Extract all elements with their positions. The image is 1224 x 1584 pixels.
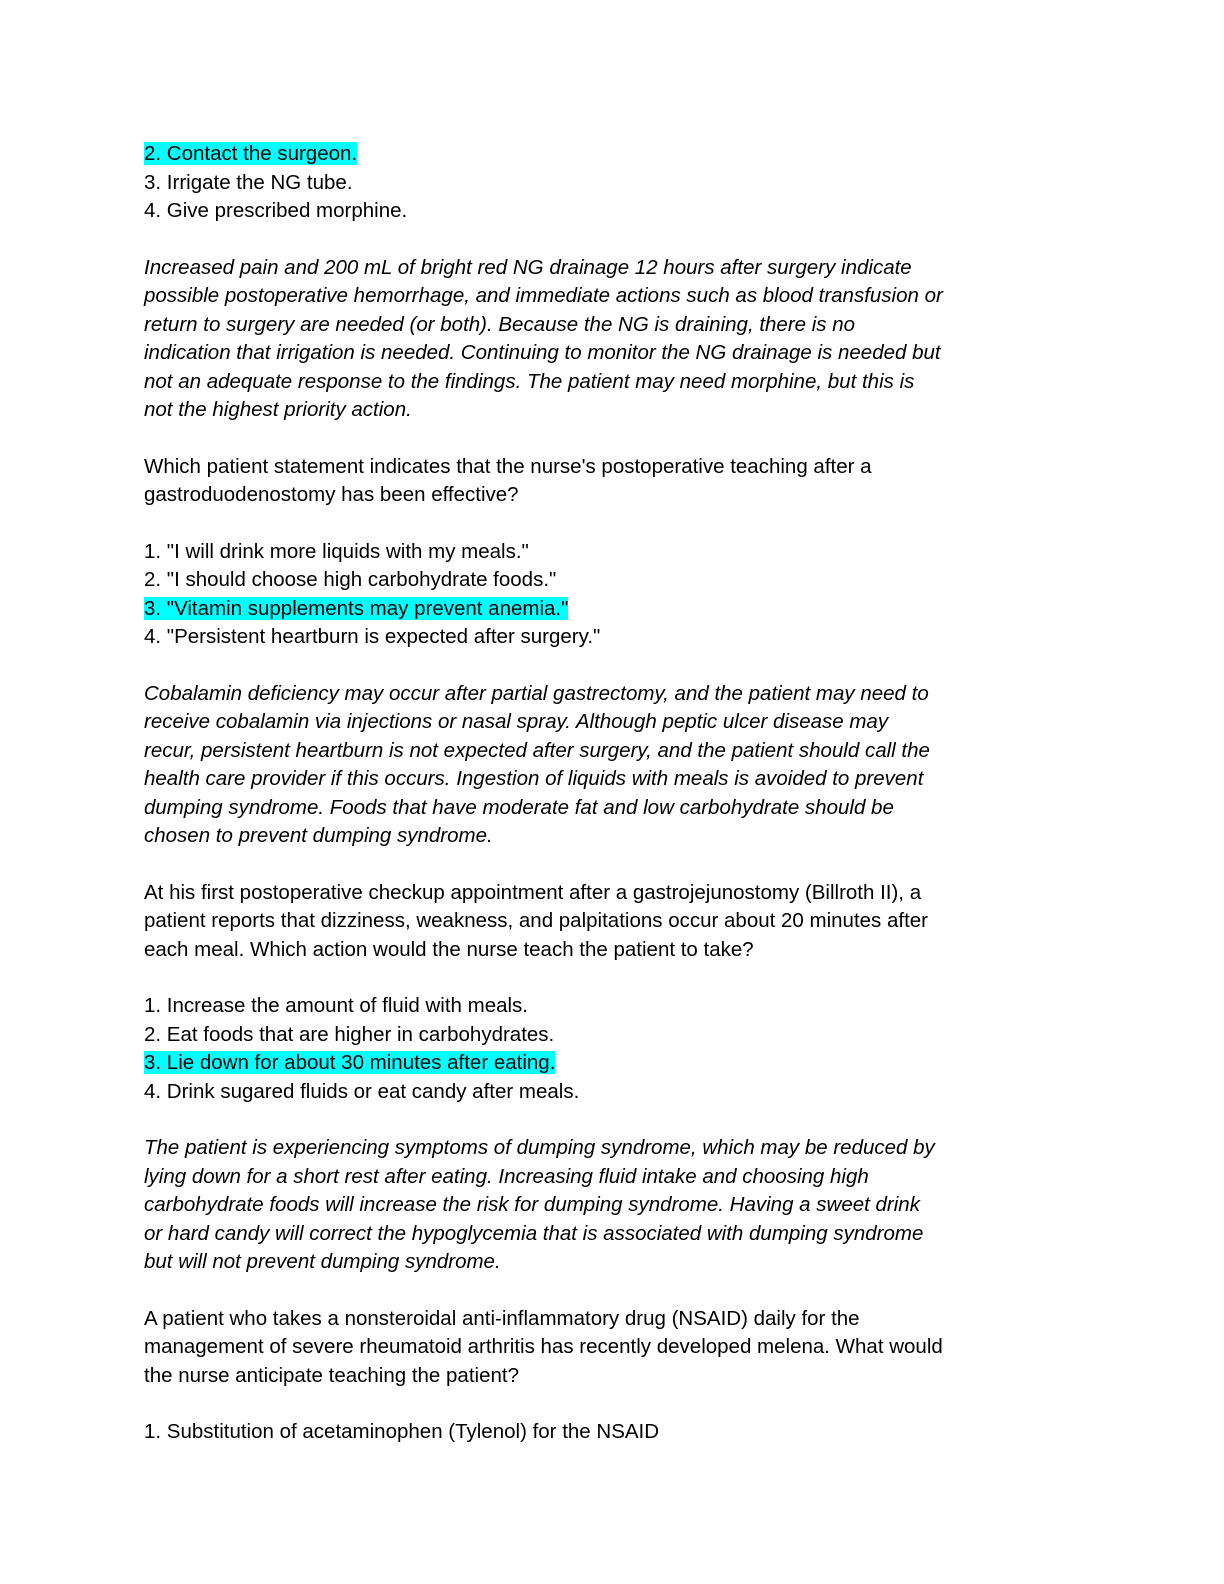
text-line: health care provider if this occurs. Ingestion of liquids with meals is avoided to prevent	[144, 767, 924, 790]
text-line: the nurse anticipate teaching the patient?	[144, 1363, 519, 1387]
text-line: not the highest priority action.	[144, 398, 412, 421]
text-line: The patient is experiencing symptoms of dumping syndrome, which may be reduced by	[144, 1136, 935, 1159]
answer-option-line: 2. Eat foods that are higher in carbohydrates.	[144, 1022, 555, 1046]
answer-option-line: 4. "Persistent heartburn is expected after surgery."	[144, 625, 601, 648]
text-paragraph	[144, 680, 1074, 851]
text-line: not an adequate response to the findings. The patient may need morphine, but this is	[144, 369, 915, 393]
text-line: possible postoperative hemorrhage, and immediate actions such as blood transfusion or	[144, 284, 943, 307]
answer-option-line	[144, 595, 1074, 624]
answer-option-line	[144, 140, 1074, 169]
text-line: chosen to prevent dumping syndrome.	[144, 824, 493, 847]
answer-option-line: 1. Increase the amount of fluid with meals.	[144, 994, 529, 1017]
text-line: gastroduodenostomy has been effective?	[144, 483, 519, 506]
highlighted-text: 3. "Vitamin supplements may prevent anemia."	[144, 596, 569, 620]
highlighted-text: 3. Lie down for about 30 minutes after eating.	[144, 1051, 556, 1074]
text-line: Cobalamin deficiency may occur after partial gastrectomy, and the patient may need to	[144, 681, 929, 705]
answer-options	[144, 538, 1074, 652]
answer-options	[144, 140, 1074, 226]
answer-option-line: 1. "I will drink more liquids with my meals."	[144, 539, 529, 563]
text-line: indication that irrigation is needed. Continuing to monitor the NG drainage is needed but	[144, 341, 941, 364]
document-body	[144, 140, 1074, 1447]
answer-option-line: 2. "I should choose high carbohydrate foods."	[144, 568, 557, 591]
text-line: Increased pain and 200 mL of bright red NG drainage 12 hours after surgery indicate	[144, 255, 912, 279]
answer-option-line: 4. Give prescribed morphine.	[144, 199, 408, 222]
text-line: recur, persistent heartburn is not expected after surgery, and the patient should call the	[144, 738, 930, 762]
answer-option-line: 1. Substitution of acetaminophen (Tylenol) for the NSAID	[144, 1420, 660, 1443]
answer-option-line: 3. Irrigate the NG tube.	[144, 170, 353, 194]
text-paragraph	[144, 1305, 1074, 1391]
text-paragraph	[144, 254, 1074, 425]
answer-options	[144, 1418, 1074, 1447]
highlighted-text: 2. Contact the surgeon.	[144, 142, 358, 165]
text-line: Which patient statement indicates that the nurse's postoperative teaching after a	[144, 454, 872, 478]
text-line: receive cobalamin via injections or nasal spray. Although peptic ulcer disease may	[144, 710, 889, 733]
text-paragraph	[144, 453, 1074, 510]
answer-option-line	[144, 1049, 1074, 1078]
text-line: but will not prevent dumping syndrome.	[144, 1250, 501, 1273]
text-paragraph	[144, 879, 1074, 965]
text-line: each meal. Which action would the nurse teach the patient to take?	[144, 937, 754, 961]
text-line: A patient who takes a nonsteroidal anti-inflammatory drug (NSAID) daily for the	[144, 1306, 860, 1330]
text-line: lying down for a short rest after eating. Increasing fluid intake and choosing high	[144, 1164, 869, 1188]
text-line: or hard candy will correct the hypoglycemia that is associated with dumping syndrome	[144, 1221, 924, 1245]
answer-option-line: 4. Drink sugared fluids or eat candy after meals.	[144, 1079, 580, 1103]
text-paragraph	[144, 1134, 1074, 1277]
text-line: At his first postoperative checkup appointment after a gastrojejunostomy (Billroth II), a	[144, 880, 922, 904]
answer-options	[144, 992, 1074, 1106]
text-line: management of severe rheumatoid arthritis has recently developed melena. What would	[144, 1335, 943, 1358]
text-line: patient reports that dizziness, weakness, and palpitations occur about 20 minutes after	[144, 909, 929, 932]
text-line: return to surgery are needed (or both). Because the NG is draining, there is no	[144, 312, 856, 336]
text-line: carbohydrate foods will increase the risk for dumping syndrome. Having a sweet drink	[144, 1193, 920, 1216]
text-line: dumping syndrome. Foods that have moderate fat and low carbohydrate should be	[144, 795, 894, 819]
